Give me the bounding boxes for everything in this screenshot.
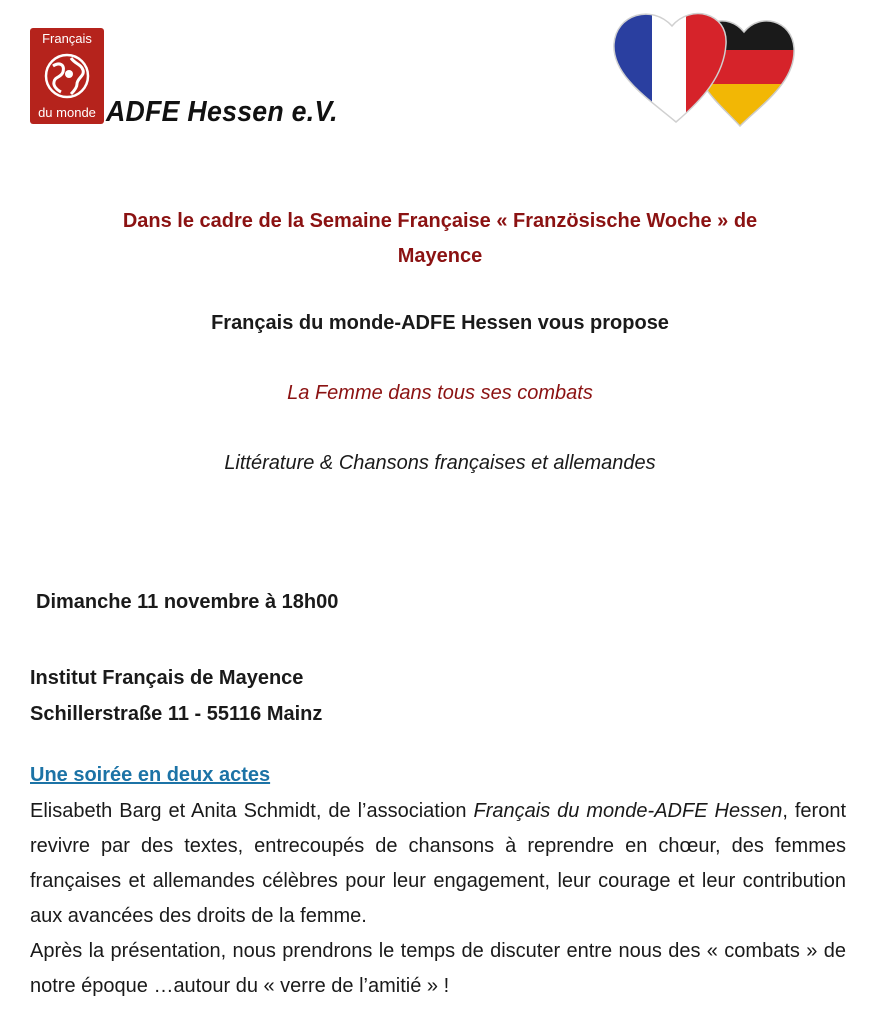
- logo-text-top: Français: [42, 31, 92, 46]
- description-body: [30, 794, 846, 1004]
- logo-text-bottom: du monde: [38, 105, 96, 120]
- event-date: Dimanche 11 novembre à 18h00: [36, 591, 339, 613]
- french-german-hearts-icon: [610, 4, 800, 130]
- venue-name: Institut Français de Mayence: [30, 667, 304, 689]
- propose-line: Français du monde-ADFE Hessen vous propose: [211, 312, 669, 334]
- description-paragraph-2: Après la présentation, nous prendrons le temps de discuter entre nous des « combats » de notre époque …autour du « verre de l’amitié » !: [30, 940, 846, 997]
- intro-heading: [40, 204, 840, 274]
- francais-du-monde-logo: [30, 28, 104, 124]
- organization-name: ADFE Hessen e.V.: [106, 96, 338, 128]
- section-title-link[interactable]: Une soirée en deux actes: [30, 764, 271, 786]
- paragraph-1-end: , feront revivre par des textes, entrecoupés de chansons à reprendre en chœur, des femmes françaises et allemandes célèbres pour leur engagement, leur courage et leur contribution aux avancées des droits de la femme.: [30, 800, 847, 927]
- association-name: Français du monde-ADFE Hessen: [473, 800, 783, 822]
- description-paragraph-1: [30, 794, 846, 934]
- intro-line-2: Mayence: [397, 245, 483, 267]
- venue-block: [30, 660, 322, 732]
- venue-address: Schillerstraße 11 - 55116 Mainz: [30, 703, 323, 725]
- globe-icon: [43, 50, 91, 102]
- event-theme: La Femme dans tous ses combats: [287, 382, 593, 404]
- intro-line-1: Dans le cadre de la Semaine Française « Französische Woche » de: [122, 210, 758, 232]
- event-subtitle: Littérature & Chansons françaises et allemandes: [224, 452, 656, 474]
- french-flag-heart: [610, 4, 736, 130]
- paragraph-1-start: Elisabeth Barg et Anita Schmidt, de l’association: [30, 800, 474, 822]
